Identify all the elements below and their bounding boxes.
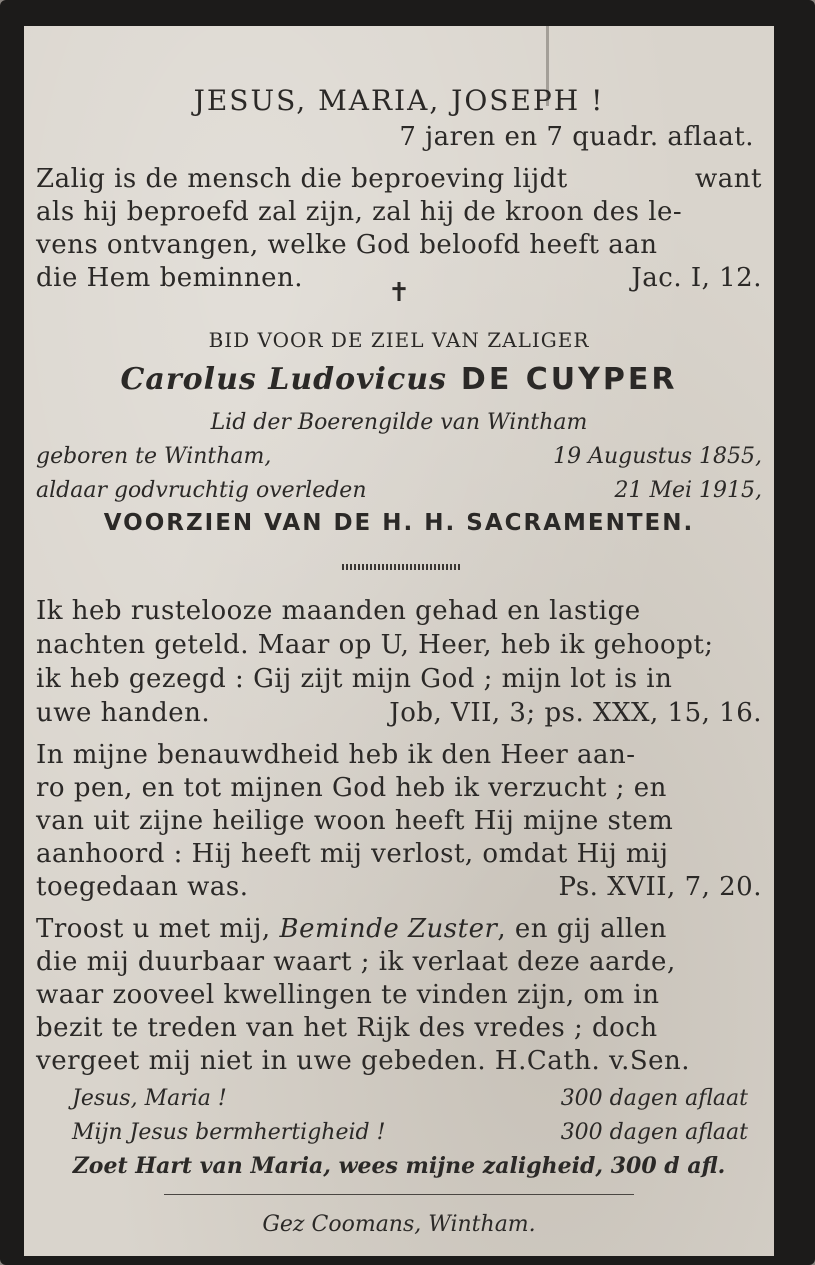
verse-text: van uit zijne heilige woon heeft Hij mijne stem bbox=[36, 806, 674, 836]
invocation-heading: JESUS, MARIA, JOSEPH ! bbox=[193, 84, 605, 117]
verse-text: want bbox=[695, 164, 762, 194]
verse4-line bbox=[36, 980, 762, 1010]
verse4-line bbox=[36, 947, 762, 977]
divider-rule bbox=[164, 1194, 634, 1195]
birth-date: 19 Augustus 1855, bbox=[553, 444, 762, 469]
ornament-divider bbox=[342, 564, 462, 570]
ejaculation-indulgence: 300 dagen aflaat bbox=[560, 1086, 748, 1111]
verse3-line bbox=[36, 740, 762, 770]
verse-fragment: Troost u met mij, bbox=[36, 914, 271, 944]
verse-text: ro pen, en tot mijnen God heb ik verzucht ; en bbox=[36, 773, 667, 803]
card-paper bbox=[24, 26, 774, 1256]
verse-text: In mijne benauwdheid heb ik den Heer aan- bbox=[36, 740, 636, 770]
verse4-line bbox=[36, 1046, 762, 1076]
verse-text: als hij beproefd zal zijn, zal hij de kroon des le- bbox=[36, 197, 683, 227]
death-date: 21 Mei 1915, bbox=[614, 478, 762, 503]
sacraments-line: VOORZIEN VAN DE H. H. SACRAMENTEN. bbox=[103, 510, 695, 536]
verse-text bbox=[36, 914, 667, 944]
surname: DE CUYPER bbox=[460, 362, 678, 397]
verse3-line bbox=[36, 773, 762, 803]
verse-text: die Hem beminnen. bbox=[36, 263, 303, 293]
verse-text: ik heb gezegd : Gij zijt mijn God ; mijn lot is in bbox=[36, 664, 673, 694]
verse-citation: Job, VII, 3; ps. XXX, 15, 16. bbox=[389, 698, 762, 728]
verse2-line bbox=[36, 630, 762, 660]
verse1-line bbox=[36, 197, 762, 227]
verse-text: die mij duurbaar waart ; ik verlaat deze aarde, bbox=[36, 947, 676, 977]
ejaculation-line bbox=[72, 1120, 748, 1145]
verse-text: Zalig is de mensch die beproeving lijdt bbox=[36, 164, 568, 194]
ejaculation-indulgence: 300 dagen aflaat bbox=[560, 1120, 748, 1145]
deceased-name bbox=[24, 362, 774, 397]
verse-text: Ik heb rustelooze maanden gehad en lastige bbox=[36, 596, 641, 626]
verse2-line bbox=[36, 698, 762, 728]
verse3-line bbox=[36, 806, 762, 836]
addressee: Beminde Zuster bbox=[279, 914, 498, 944]
verse2-line bbox=[36, 664, 762, 694]
verse2-line bbox=[36, 596, 762, 626]
final-prayer: Zoet Hart van Maria, wees mijne zaligheid, 300 d afl. bbox=[72, 1153, 726, 1179]
verse-text: aanhoord : Hij heeft mij verlost, omdat Hij mij bbox=[36, 839, 669, 869]
verse-text: nachten geteld. Maar op U, Heer, heb ik gehoopt; bbox=[36, 630, 714, 660]
verse-text: vergeet mij niet in uwe gebeden. H.Cath. v.Sen. bbox=[36, 1046, 691, 1076]
verse1-line bbox=[36, 230, 762, 260]
ejaculation-text: Jesus, Maria ! bbox=[72, 1086, 227, 1111]
given-names: Carolus Ludovicus bbox=[120, 362, 447, 397]
indulgence-note: 7 jaren en 7 quadr. aflaat. bbox=[399, 122, 754, 152]
cross-icon: ✝ bbox=[388, 278, 410, 308]
verse-fragment: , en gij allen bbox=[497, 914, 667, 944]
prayer-request: BID VOOR DE ZIEL VAN ZALIGER bbox=[208, 328, 590, 352]
birth-label: geboren te Wintham, bbox=[36, 444, 272, 469]
verse-text: waar zooveel kwellingen te vinden zijn, om in bbox=[36, 980, 660, 1010]
birth-line bbox=[36, 444, 762, 469]
membership: Lid der Boerengilde van Wintham bbox=[210, 410, 588, 435]
death-line bbox=[36, 478, 762, 503]
printer-credit: Gez Coomans, Wintham. bbox=[262, 1212, 536, 1237]
verse-citation: Jac. I, 12. bbox=[631, 263, 762, 293]
verse3-line bbox=[36, 839, 762, 869]
verse-citation: Ps. XVII, 7, 20. bbox=[558, 872, 762, 902]
verse1-line bbox=[36, 164, 762, 194]
verse4-line bbox=[36, 914, 762, 944]
ejaculation-text: Mijn Jesus bermhertigheid ! bbox=[72, 1120, 386, 1145]
verse4-line bbox=[36, 1013, 762, 1043]
verse3-line bbox=[36, 872, 762, 902]
verse-text: vens ontvangen, welke God beloofd heeft aan bbox=[36, 230, 658, 260]
death-label: aldaar godvruchtig overleden bbox=[36, 478, 367, 503]
verse-text: bezit te treden van het Rijk des vredes ; doch bbox=[36, 1013, 658, 1043]
verse-text: uwe handen. bbox=[36, 698, 211, 728]
ejaculation-line bbox=[72, 1086, 748, 1111]
verse-text: toegedaan was. bbox=[36, 872, 249, 902]
